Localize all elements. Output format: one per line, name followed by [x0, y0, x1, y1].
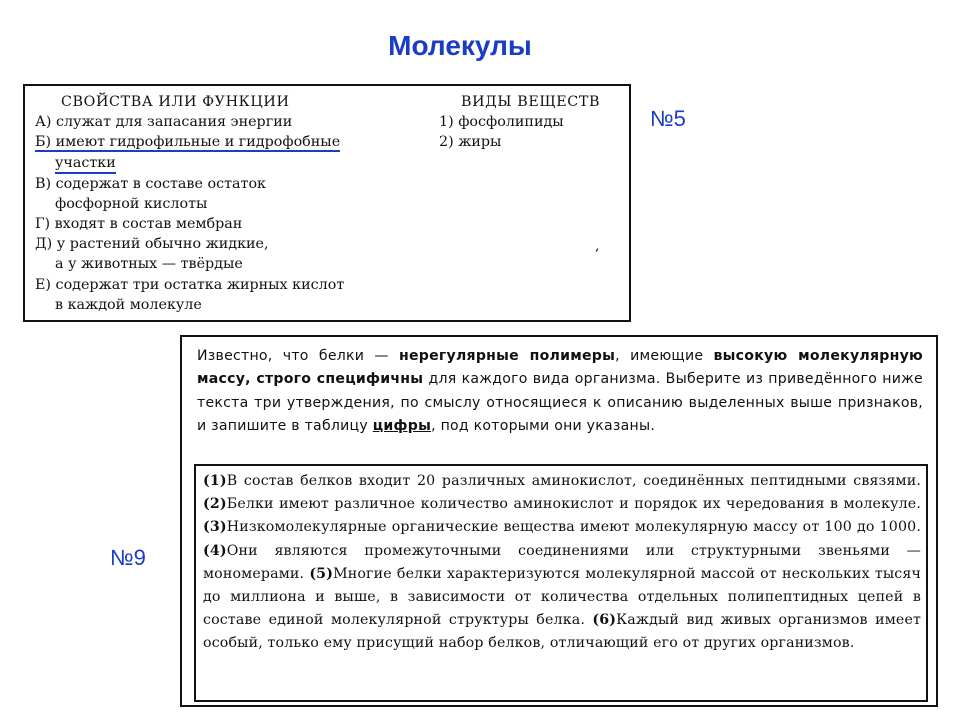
properties-column [35, 92, 435, 315]
substance-item: 2) жиры [439, 134, 502, 151]
property-item [35, 275, 435, 315]
statement-number: (6) [592, 612, 617, 629]
property-line: в каждой молекуле [55, 296, 202, 313]
blue-underline-mark: Б) имеют гидрофильные и гидрофобные [35, 134, 341, 151]
statement-number: (3) [203, 519, 227, 536]
property-line: фосфорной кислоты [55, 195, 208, 212]
stray-ink-mark: , [595, 238, 600, 254]
substances-column [439, 92, 629, 153]
task9-instructions [197, 345, 923, 439]
task9-statements-box [194, 464, 928, 702]
task9-number-label: №9 [110, 545, 146, 570]
statements-text [203, 470, 921, 656]
intro-bold-text: нерегулярные полимеры [398, 348, 616, 364]
property-line: В) содержат в составе остаток [35, 175, 266, 192]
statement-text: Каждый вид живых организмов имеет особый, только ему присущий набор белков, отличающий его от других организмов. [203, 612, 921, 652]
properties-header: СВОЙСТВА ИЛИ ФУНКЦИИ [61, 94, 290, 110]
property-line: а у животных — твёрдые [55, 256, 243, 273]
statement-number: (2) [203, 496, 227, 513]
statement-text: Многие белки характеризуются молекулярной массой от нескольких тысяч до миллиона и выше, в зависимости от количества отдельных полипептидных цепей в составе единой молекулярной структуры белка. [203, 565, 922, 629]
property-item [35, 174, 435, 214]
statement-number: (1) [203, 473, 227, 489]
property-line: Е) содержат три остатка жирных кислот [35, 276, 345, 293]
blue-underline-mark: участки [55, 154, 116, 174]
statement-text: Низкомолекулярные органические вещества имеют молекулярную массу от 100 до 1000. [226, 519, 921, 536]
intro-underlined-text: цифры [372, 418, 432, 435]
statement-text: Они являются промежуточными соединениями или структурными звеньями — мономерами. [203, 542, 921, 582]
intro-bold-text: высокую молекулярную массу, строго специфичны [197, 348, 923, 388]
page-title: Молекулы [388, 30, 532, 61]
property-line [35, 153, 435, 174]
property-line: Г) входят в состав мембран [35, 216, 243, 233]
substance-item: 1) фосфолипиды [439, 114, 564, 131]
intro-text: , под которыми они указаны. [431, 418, 656, 435]
task5-matching-table [23, 84, 631, 322]
property-line [35, 132, 435, 152]
intro-text: , имеющие [615, 348, 714, 364]
statement-number: (4) [203, 542, 227, 559]
property-item [35, 214, 435, 234]
property-line: А) служат для запасания энергии [35, 114, 293, 131]
statement-number: (5) [309, 565, 334, 582]
property-item [35, 234, 435, 274]
task9-box [180, 335, 938, 707]
task5-number-label: №5 [650, 106, 686, 131]
statement-text: Белки имеют различное количество аминокислот и порядок их чередования в молекуле. [226, 496, 921, 513]
statement-text: В состав белков входит 20 различных аминокислот, соединённых пептидными связями. [226, 473, 921, 489]
substances-header: ВИДЫ ВЕЩЕСТВ [461, 94, 601, 110]
property-item-highlighted [35, 132, 435, 173]
property-item [35, 112, 435, 132]
intro-text: для каждого вида организма. Выберите из приведённого ниже текста три утверждения, по смыслу относящиеся к описанию выделенных выше признаков, и запишите в таблицу [197, 371, 923, 435]
intro-text: Известно, что белки — [197, 348, 399, 364]
property-line: Д) у растений обычно жидкие, [35, 236, 269, 253]
